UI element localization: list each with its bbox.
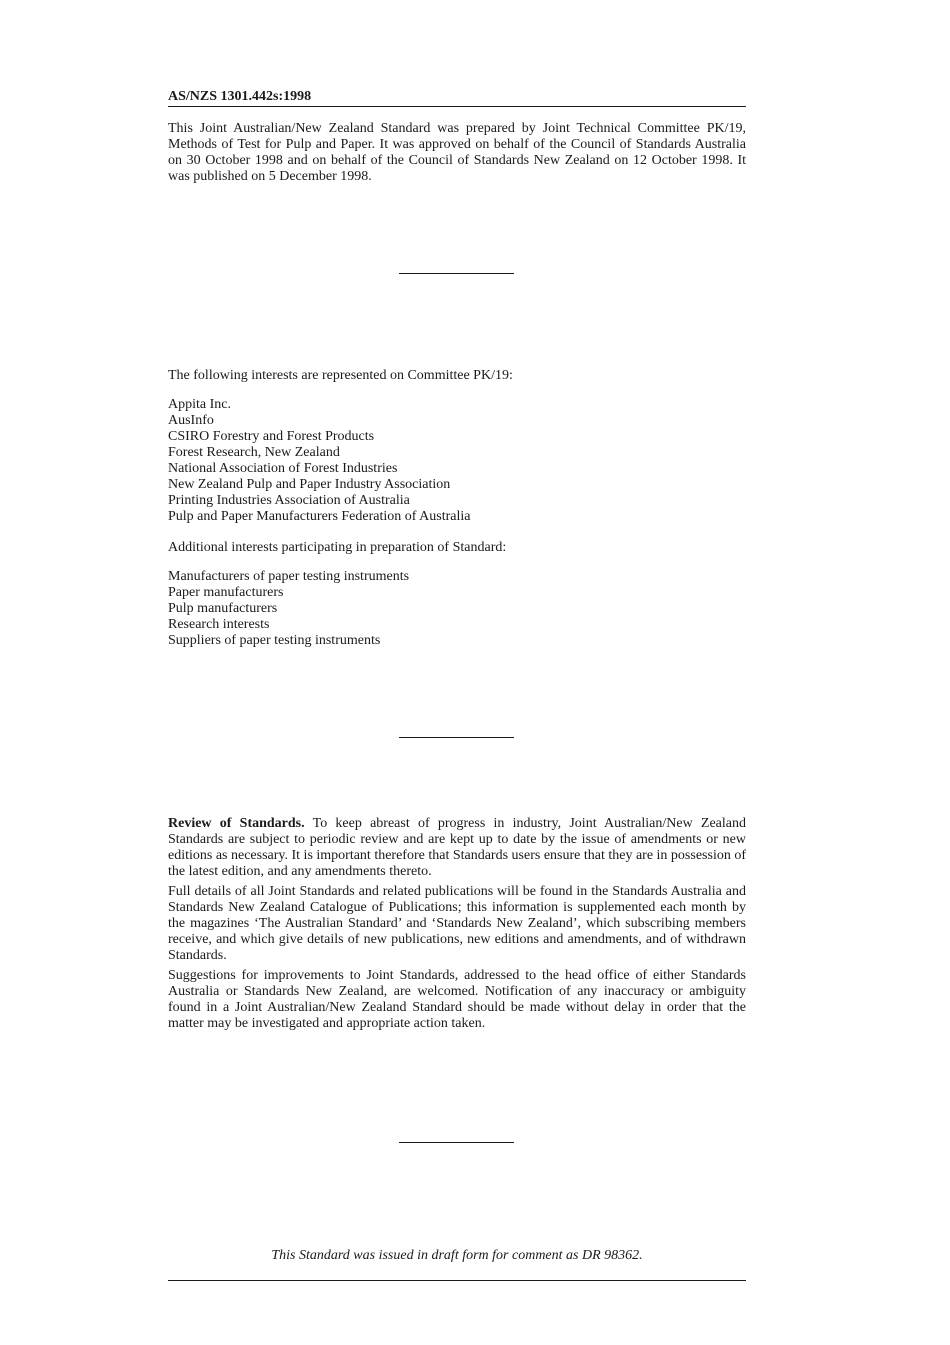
review-heading: Review of Standards. xyxy=(168,816,305,831)
draft-note: This Standard was issued in draft form for comment as DR 98362. xyxy=(271,1248,643,1263)
list-item: Appita Inc. xyxy=(168,397,231,412)
standard-code: AS/NZS 1301.442s:1998 xyxy=(168,89,312,104)
list-item: Suppliers of paper testing instruments xyxy=(168,633,381,648)
list-item: Pulp manufacturers xyxy=(168,601,278,616)
additional-interests-list xyxy=(168,569,409,649)
footer-rule xyxy=(168,1280,746,1281)
list-item: Research interests xyxy=(168,617,270,632)
committee-members-list xyxy=(168,397,470,525)
document-page xyxy=(168,0,746,1345)
catalogue-paragraph: Full details of all Joint Standards and related publications will be found in the Standards Australia and Standards New Zealand Catalogue of Publications; this information is supplemented each month by the magazines ‘The Australian Standard’ and ‘Standards New Zealand’, which subscribing members receive, and which give details of new publications, new editions and amendments, and of withdrawn Standards. xyxy=(168,884,746,963)
review-text: To keep abreast of progress in industry, Joint Australian/New Zealand Standards are subject to periodic review and are kept up to date by the issue of amendments or new editions as necessary. It is important therefore that Standards users ensure that they are in possession of the latest edition, and any amendments thereto. xyxy=(168,816,747,879)
section-divider xyxy=(399,1142,514,1143)
additional-interests-intro: Additional interests participating in preparation of Standard: xyxy=(168,540,507,555)
review-paragraph xyxy=(168,816,746,880)
list-item: Paper manufacturers xyxy=(168,585,284,600)
list-item: CSIRO Forestry and Forest Products xyxy=(168,429,375,444)
preparation-paragraph: This Joint Australian/New Zealand Standard was prepared by Joint Technical Committee PK/19, Methods of Test for Pulp and Paper. It was approved on behalf of the Council of Standards Australia on 30 October 1998 and on behalf of the Council of Standards New Zealand on 12 October 1998. It was published on 5 December 1998. xyxy=(168,121,746,184)
list-item: New Zealand Pulp and Paper Industry Association xyxy=(168,477,451,492)
list-item: Pulp and Paper Manufacturers Federation of Australia xyxy=(168,509,471,524)
list-item: AusInfo xyxy=(168,413,214,428)
section-divider xyxy=(399,273,514,274)
list-item: Printing Industries Association of Australia xyxy=(168,493,410,508)
header-rule xyxy=(168,106,746,107)
committee-intro: The following interests are represented on Committee PK/19: xyxy=(168,368,513,383)
suggestions-paragraph: Suggestions for improvements to Joint Standards, addressed to the head office of either Standards Australia or Standards New Zealand, are welcomed. Notification of any inaccuracy or ambiguity found in a Joint Australian/New Zealand Standard should be made without delay in order that the matter may be investigated and appropriate action taken. xyxy=(168,968,746,1031)
list-item: Manufacturers of paper testing instruments xyxy=(168,569,410,584)
review-of-standards-section xyxy=(168,816,746,1036)
section-divider xyxy=(399,737,514,738)
list-item: National Association of Forest Industries xyxy=(168,461,398,476)
list-item: Forest Research, New Zealand xyxy=(168,445,340,460)
